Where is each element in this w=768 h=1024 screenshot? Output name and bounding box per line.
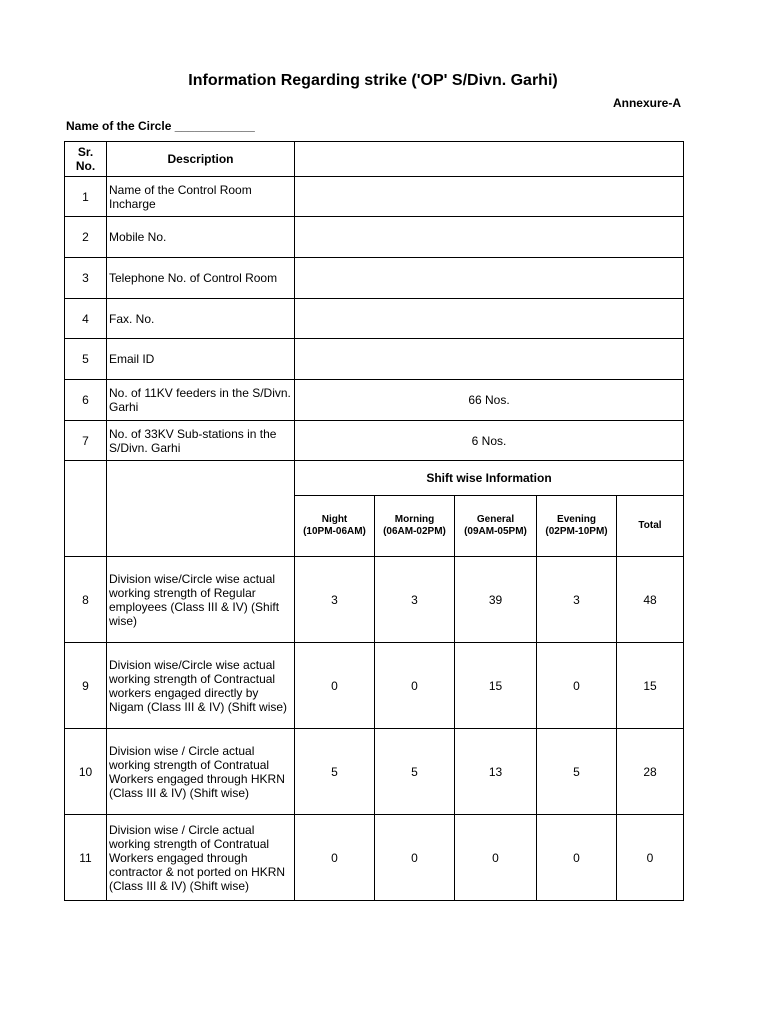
description-cell: Division wise / Circle actual working strength of Contratual Workers engaged through HKRN (Class III & IV) (Shift wise) xyxy=(107,729,295,815)
total-value-cell: 15 xyxy=(617,643,684,729)
strike-info-table xyxy=(64,141,684,901)
page-title: Information Regarding strike ('OP' S/Divn. Garhi) xyxy=(188,72,558,89)
description-cell: Email ID xyxy=(107,339,295,380)
description-cell: No. of 11KV feeders in the S/Divn. Garhi xyxy=(107,380,295,421)
night-value-cell: 3 xyxy=(295,557,375,643)
table-row xyxy=(65,299,684,339)
shift-name: Morning xyxy=(394,514,435,525)
morning-value-cell: 5 xyxy=(375,729,455,815)
value-cell xyxy=(295,177,684,217)
shift-name: General xyxy=(476,514,515,525)
description-cell: Division wise/Circle wise actual working strength of Regular employees (Class III & IV) (Shift wise) xyxy=(107,557,295,643)
night-value-cell: 5 xyxy=(295,729,375,815)
description-cell: Division wise / Circle actual working strength of Contratual Workers engaged through contractor & not ported on HKRN (Class III & IV) (Shift wise) xyxy=(107,815,295,901)
circle-name-label: Name of the Circle ____________ xyxy=(66,119,255,133)
evening-value-cell: 0 xyxy=(537,815,617,901)
evening-value-cell: 5 xyxy=(537,729,617,815)
shift-time: (06AM-02PM) xyxy=(383,526,446,537)
value-cell xyxy=(295,299,684,339)
empty-description-cell xyxy=(107,461,295,557)
description-cell: Fax. No. xyxy=(107,299,295,339)
description-cell: Name of the Control Room Incharge xyxy=(107,177,295,217)
table-row xyxy=(65,643,684,729)
general-value-cell: 39 xyxy=(455,557,537,643)
shift-total-header: Total xyxy=(617,496,684,557)
value-cell: 66 Nos. xyxy=(295,380,684,421)
evening-value-cell: 3 xyxy=(537,557,617,643)
empty-sr-cell xyxy=(65,461,107,557)
table-row xyxy=(65,177,684,217)
sr-no-cell: 11 xyxy=(65,815,107,901)
table-row xyxy=(65,557,684,643)
total-value-cell: 28 xyxy=(617,729,684,815)
value-cell: 6 Nos. xyxy=(295,421,684,461)
sr-no-cell: 3 xyxy=(65,258,107,299)
night-value-cell: 0 xyxy=(295,815,375,901)
table-row xyxy=(65,815,684,901)
table-row xyxy=(65,421,684,461)
shift-evening-header xyxy=(537,496,617,557)
general-value-cell: 15 xyxy=(455,643,537,729)
shift-general-header xyxy=(455,496,537,557)
table-row xyxy=(65,339,684,380)
night-value-cell: 0 xyxy=(295,643,375,729)
sr-no-header: Sr. No. xyxy=(65,142,107,177)
morning-value-cell: 0 xyxy=(375,815,455,901)
sr-no-cell: 4 xyxy=(65,299,107,339)
description-cell: Mobile No. xyxy=(107,217,295,258)
sr-no-cell: 1 xyxy=(65,177,107,217)
general-value-cell: 13 xyxy=(455,729,537,815)
shift-header-row xyxy=(65,461,684,496)
shift-time: (09AM-05PM) xyxy=(464,526,527,537)
sr-no-cell: 2 xyxy=(65,217,107,258)
description-header: Description xyxy=(107,142,295,177)
description-cell: Division wise/Circle wise actual working strength of Contractual workers engaged directly by Nigam (Class III & IV) (Shift wise) xyxy=(107,643,295,729)
morning-value-cell: 0 xyxy=(375,643,455,729)
table-row xyxy=(65,217,684,258)
shift-time: (02PM-10PM) xyxy=(545,526,608,537)
sr-no-cell: 8 xyxy=(65,557,107,643)
shift-name: Evening xyxy=(557,514,596,525)
sr-no-cell: 6 xyxy=(65,380,107,421)
sr-no-cell: 10 xyxy=(65,729,107,815)
sr-no-cell: 9 xyxy=(65,643,107,729)
shift-time: (10PM-06AM) xyxy=(303,526,366,537)
table-header-row xyxy=(65,142,684,177)
shift-name: Night xyxy=(321,514,348,525)
total-value-cell: 48 xyxy=(617,557,684,643)
value-cell xyxy=(295,217,684,258)
value-cell xyxy=(295,258,684,299)
description-cell: No. of 33KV Sub-stations in the S/Divn. Garhi xyxy=(107,421,295,461)
shift-night-header xyxy=(295,496,375,557)
sr-no-cell: 7 xyxy=(65,421,107,461)
table-row xyxy=(65,380,684,421)
morning-value-cell: 3 xyxy=(375,557,455,643)
value-header xyxy=(295,142,684,177)
value-cell xyxy=(295,339,684,380)
description-cell: Telephone No. of Control Room xyxy=(107,258,295,299)
annexure-label: Annexure-A xyxy=(612,96,681,110)
shift-morning-header xyxy=(375,496,455,557)
table-row xyxy=(65,258,684,299)
total-value-cell: 0 xyxy=(617,815,684,901)
general-value-cell: 0 xyxy=(455,815,537,901)
evening-value-cell: 0 xyxy=(537,643,617,729)
table-row xyxy=(65,729,684,815)
shift-wise-header: Shift wise Information xyxy=(295,461,684,496)
sr-no-cell: 5 xyxy=(65,339,107,380)
